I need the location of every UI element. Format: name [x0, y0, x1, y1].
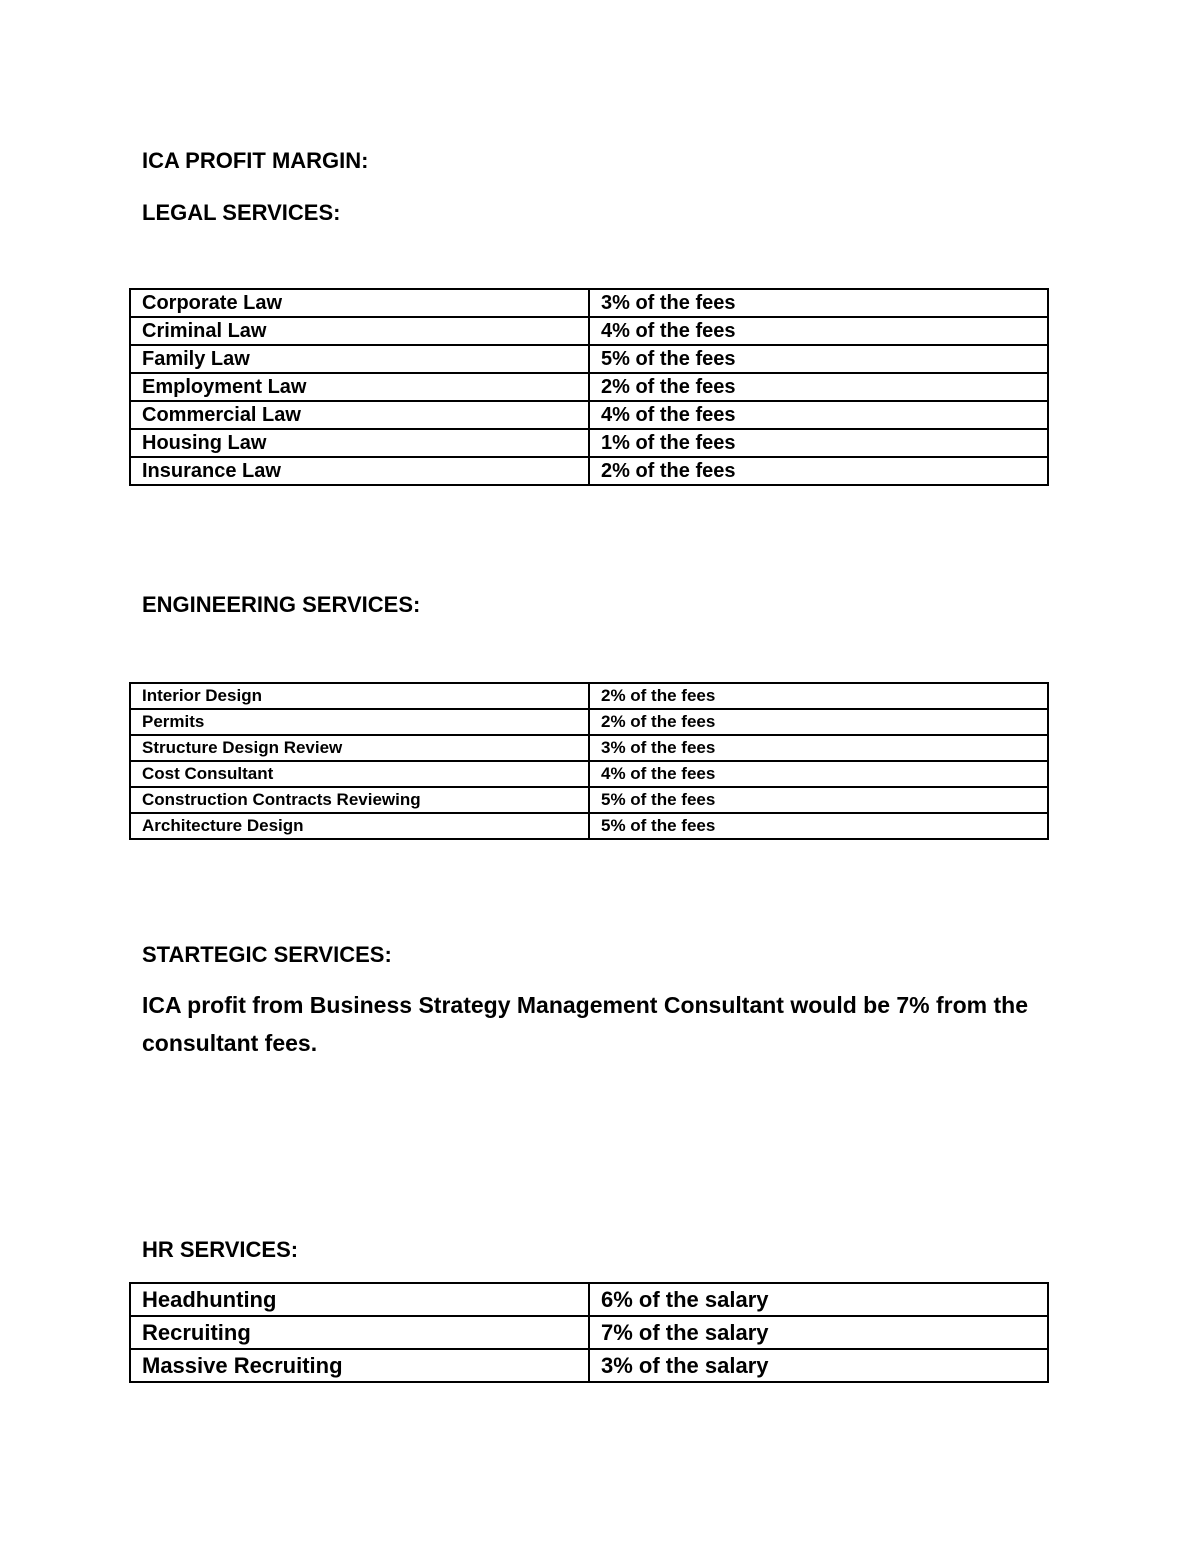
- service-name-cell: Interior Design: [130, 683, 589, 709]
- margin-cell: 3% of the salary: [589, 1349, 1048, 1382]
- table-row: [130, 401, 1048, 429]
- margin-cell: 2% of the fees: [589, 683, 1048, 709]
- table-row: [130, 317, 1048, 345]
- margin-cell: 4% of the fees: [589, 317, 1048, 345]
- table-row: [130, 345, 1048, 373]
- table-row: [130, 787, 1048, 813]
- service-name-cell: Massive Recruiting: [130, 1349, 589, 1382]
- table-row: [130, 289, 1048, 317]
- margin-cell: 7% of the salary: [589, 1316, 1048, 1349]
- service-name-cell: Corporate Law: [130, 289, 589, 317]
- margin-cell: 2% of the fees: [589, 457, 1048, 485]
- service-name-cell: Housing Law: [130, 429, 589, 457]
- margin-cell: 2% of the fees: [589, 373, 1048, 401]
- strategic-services-description: ICA profit from Business Strategy Management Consultant would be 7% from the consultant fees.: [142, 992, 1029, 1056]
- legal-services-heading: LEGAL SERVICES:: [142, 200, 341, 225]
- margin-cell: 6% of the salary: [589, 1283, 1048, 1316]
- service-name-cell: Structure Design Review: [130, 735, 589, 761]
- service-name-cell: Permits: [130, 709, 589, 735]
- margin-cell: 5% of the fees: [589, 787, 1048, 813]
- table-row: [130, 761, 1048, 787]
- table-row: [130, 1349, 1048, 1382]
- margin-cell: 3% of the fees: [589, 289, 1048, 317]
- service-name-cell: Commercial Law: [130, 401, 589, 429]
- strategic-services-heading: STARTEGIC SERVICES:: [142, 942, 392, 967]
- margin-cell: 4% of the fees: [589, 401, 1048, 429]
- margin-cell: 2% of the fees: [589, 709, 1048, 735]
- margin-cell: 4% of the fees: [589, 761, 1048, 787]
- margin-cell: 5% of the fees: [589, 813, 1048, 839]
- table-row: [130, 1316, 1048, 1349]
- table-row: [130, 735, 1048, 761]
- table-row: [130, 1283, 1048, 1316]
- page-title: ICA PROFIT MARGIN:: [142, 148, 369, 173]
- margin-cell: 5% of the fees: [589, 345, 1048, 373]
- service-name-cell: Criminal Law: [130, 317, 589, 345]
- service-name-cell: Recruiting: [130, 1316, 589, 1349]
- table-row: [130, 457, 1048, 485]
- engineering-services-table: [129, 682, 1049, 840]
- engineering-services-heading: ENGINEERING SERVICES:: [142, 592, 421, 617]
- margin-cell: 3% of the fees: [589, 735, 1048, 761]
- service-name-cell: Headhunting: [130, 1283, 589, 1316]
- table-row: [130, 709, 1048, 735]
- table-row: [130, 373, 1048, 401]
- table-row: [130, 429, 1048, 457]
- service-name-cell: Insurance Law: [130, 457, 589, 485]
- table-row: [130, 813, 1048, 839]
- service-name-cell: Architecture Design: [130, 813, 589, 839]
- hr-services-heading: HR SERVICES:: [142, 1237, 299, 1262]
- legal-services-table: [129, 288, 1049, 486]
- service-name-cell: Construction Contracts Reviewing: [130, 787, 589, 813]
- service-name-cell: Cost Consultant: [130, 761, 589, 787]
- table-row: [130, 683, 1048, 709]
- hr-services-table: [129, 1282, 1049, 1383]
- service-name-cell: Family Law: [130, 345, 589, 373]
- service-name-cell: Employment Law: [130, 373, 589, 401]
- margin-cell: 1% of the fees: [589, 429, 1048, 457]
